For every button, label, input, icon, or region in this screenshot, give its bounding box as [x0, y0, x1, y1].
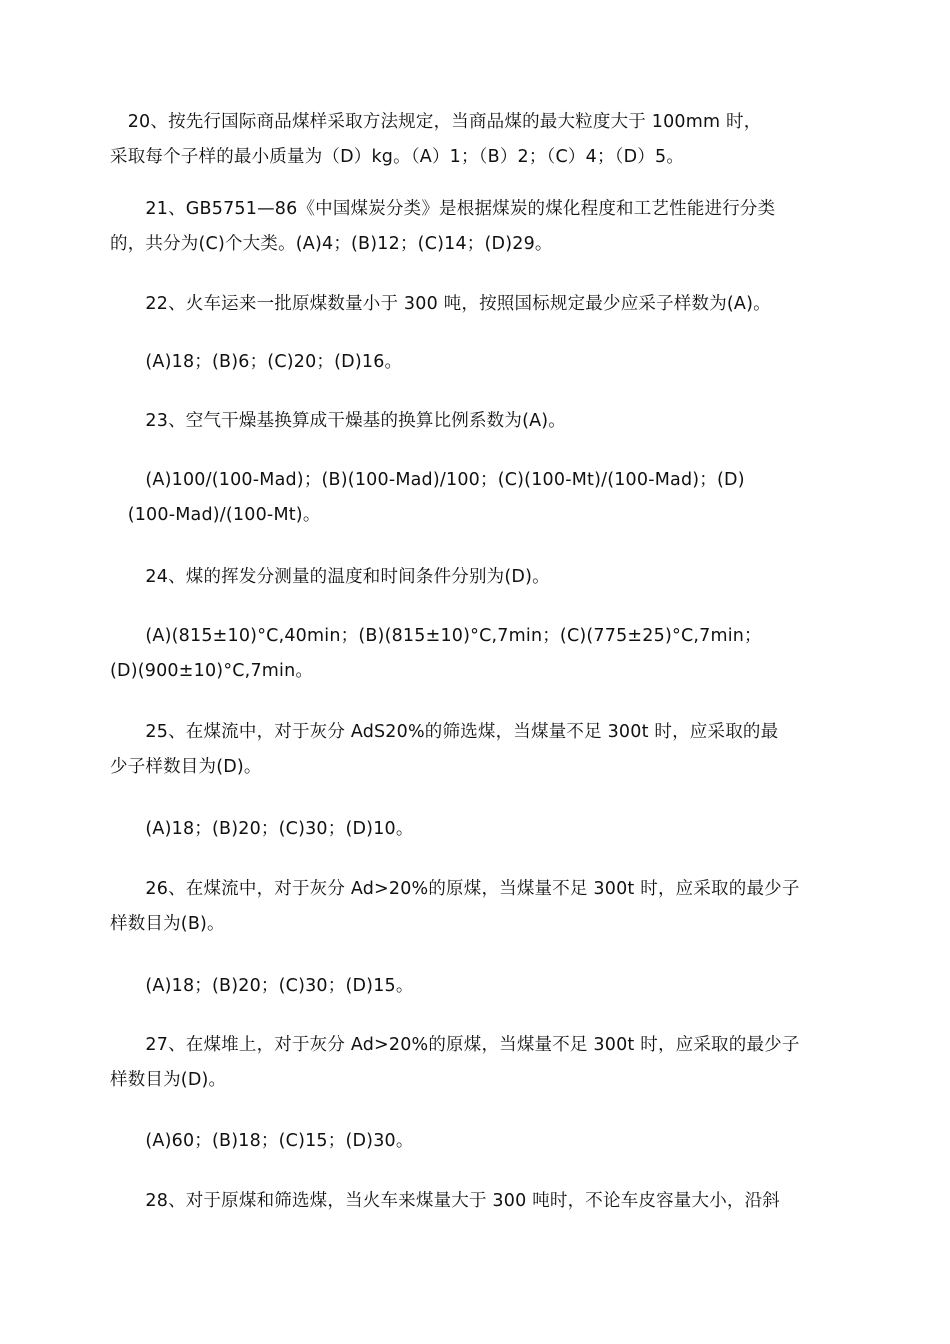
- question-24: [110, 560, 840, 595]
- options-line: (A)18；(B)20；(C)30；(D)15。: [110, 976, 414, 996]
- question-20: [110, 105, 840, 175]
- question-text-line: 24、煤的挥发分测量的温度和时间条件分别为(D)。: [110, 567, 550, 587]
- question-text-line: 少子样数目为(D)。: [110, 757, 262, 777]
- question-text-line: 20、按先行国际商品煤样采取方法规定，当商品煤的最大粒度大于 100mm 时，: [110, 112, 762, 132]
- question-26-options: [110, 969, 840, 1004]
- options-line: (A)18；(B)6；(C)20；(D)16。: [110, 352, 403, 372]
- question-text-line: 样数目为(D)。: [110, 1070, 227, 1090]
- question-text-line: 22、火车运来一批原煤数量小于 300 吨，按照国标规定最少应采子样数为(A)。: [110, 294, 771, 314]
- question-text-line: 26、在煤流中，对于灰分 Ad>20%的原煤，当煤量不足 300t 时，应采取的最少子: [110, 879, 800, 899]
- question-text-line: 25、在煤流中，对于灰分 AdS20%的筛选煤，当煤量不足 300t 时，应采取的最: [110, 722, 779, 742]
- options-line: (D)(900±10)°C,7min。: [110, 661, 314, 681]
- options-line: (A)18；(B)20；(C)30；(D)10。: [110, 819, 414, 839]
- options-line: (100-Mad)/(100-Mt)。: [110, 505, 321, 525]
- options-line: (A)60；(B)18；(C)15；(D)30。: [110, 1131, 414, 1151]
- options-line: (A)100/(100-Mad)；(B)(100-Mad)/100；(C)(100-Mt)/(100-Mad)；(D): [110, 470, 745, 490]
- question-26: [110, 872, 840, 942]
- question-27-options: [110, 1124, 840, 1159]
- question-text-line: 21、GB5751—86《中国煤炭分类》是根据煤炭的煤化程度和工艺性能进行分类: [110, 199, 776, 219]
- question-21: [110, 192, 840, 262]
- question-text-line: 27、在煤堆上，对于灰分 Ad>20%的原煤，当煤量不足 300t 时，应采取的最少子: [110, 1035, 800, 1055]
- question-22: [110, 287, 840, 322]
- question-25: [110, 715, 840, 785]
- question-28: [110, 1184, 840, 1219]
- question-text-line: 23、空气干燥基换算成干燥基的换算比例系数为(A)。: [110, 411, 566, 431]
- question-text-line: 采取每个子样的最小质量为（D）kg。（A）1；（B）2；（C）4；（D）5。: [110, 147, 685, 167]
- question-text-line: 28、对于原煤和筛选煤，当火车来煤量大于 300 吨时，不论车皮容量大小，沿斜: [110, 1191, 780, 1211]
- question-24-options: [110, 619, 840, 689]
- question-23-options: [110, 463, 840, 533]
- question-text-line: 样数目为(B)。: [110, 914, 225, 934]
- question-23: [110, 404, 840, 439]
- options-line: (A)(815±10)°C,40min；(B)(815±10)°C,7min；(C)(775±25)°C,7min；: [110, 626, 762, 646]
- question-27: [110, 1028, 840, 1098]
- question-text-line: 的，共分为(C)个大类。(A)4；(B)12；(C)14；(D)29。: [110, 234, 553, 254]
- question-22-options: [110, 345, 840, 380]
- question-25-options: [110, 812, 840, 847]
